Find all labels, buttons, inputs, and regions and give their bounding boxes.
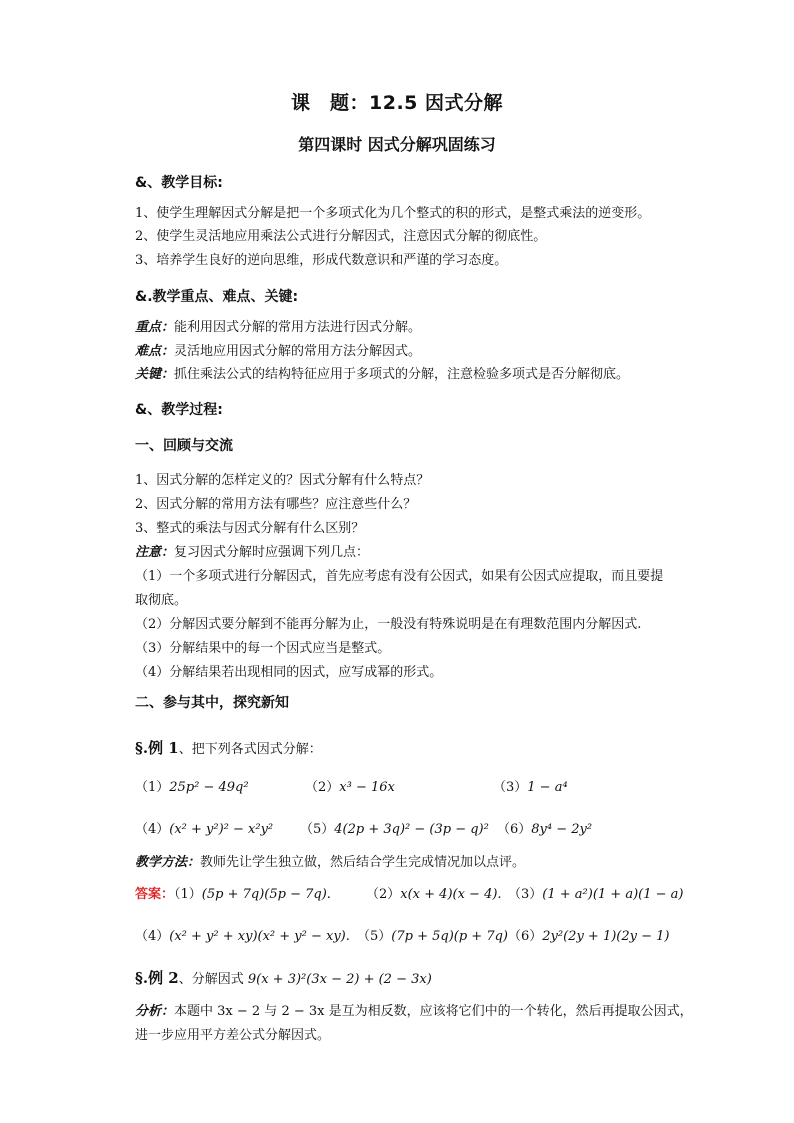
answer-item: 答案：（1）(5p + 7q)(5p − 7q). bbox=[135, 887, 331, 902]
answer-item: （3）(1 + a²)(1 + a)(1 − a) bbox=[508, 887, 684, 902]
review-note bbox=[135, 544, 369, 562]
review-point: （4）分解结果若出现相同的因式，应写成幂的形式。 bbox=[135, 665, 443, 680]
note-label: 注意： bbox=[135, 545, 175, 560]
math-expression: 1 − a⁴ bbox=[527, 780, 568, 795]
review-point: （2）分解因式要分解到不能再分解为止，一般没有特殊说明是在有理数范围内分解因式. bbox=[135, 617, 642, 632]
key-label: 难点： bbox=[135, 344, 175, 359]
analysis-line: 进一步应用平方差公式分解因式。 bbox=[135, 1028, 331, 1043]
math-expression: 25p² − 49q² bbox=[169, 780, 249, 795]
math-expression: 2y²(2y + 1)(2y − 1) bbox=[542, 929, 670, 944]
math-expression: (x² + y²)² − x²y² bbox=[169, 822, 274, 837]
math-expression: (5p + 7q)(5p − 7q). bbox=[201, 887, 331, 902]
math-expression: (7p + 5q)(p + 7q) bbox=[391, 929, 508, 944]
problem-item: （5）4(2p + 3q)² − (3p − q)² bbox=[300, 822, 489, 837]
note-text: 复习因式分解时应强调下列几点： bbox=[174, 545, 370, 560]
review-heading: 一、回顾与交流 bbox=[135, 438, 233, 454]
key-label: 关键： bbox=[135, 367, 175, 382]
key-item bbox=[135, 319, 421, 337]
answer-item: （4）(x² + y² + xy)(x² + y² − xy). bbox=[135, 929, 350, 944]
goal-item: 1、使学生理解因式分解是把一个多项式化为几个整式的积的形式，是整式乘法的逆变形。 bbox=[135, 206, 651, 221]
page-title: 课 题：12.5 因式分解 bbox=[291, 92, 503, 114]
math-expression: 9(x + 3)²(3x − 2) + (2 − 3x) bbox=[247, 972, 432, 987]
example1-text: 、把下列各式因式分解： bbox=[178, 742, 322, 757]
analysis-label: 分析： bbox=[135, 1004, 175, 1019]
review-point: （3）分解结果中的每一个因式应当是整式。 bbox=[135, 641, 391, 656]
goal-item: 2、使学生灵活地应用乘法公式进行分解因式，注意因式分解的彻底性。 bbox=[135, 229, 547, 244]
math-expression: x(x + 4)(x − 4). bbox=[400, 887, 502, 902]
problem-item: （1）25p² − 49q² bbox=[135, 780, 249, 795]
review-question: 3、整式的乘法与因式分解有什么区别？ bbox=[135, 521, 365, 536]
answer-item: （6）2y²(2y + 1)(2y − 1) bbox=[508, 929, 670, 944]
review-point: （1）一个多项式进行分解因式，首先应考虑有没有公因式，如果有公因式应提取，而且要提 bbox=[135, 569, 664, 584]
math-expression: (1 + a²)(1 + a)(1 − a) bbox=[542, 887, 684, 902]
problem-item: （3）1 − a⁴ bbox=[493, 780, 568, 795]
key-text: 灵活地应用因式分解的常用方法分解因式。 bbox=[174, 344, 422, 359]
key-text: 能利用因式分解的常用方法进行因式分解。 bbox=[174, 320, 422, 335]
key-text: 抓住乘法公式的结构特征应用于多项式的分解，注意检验多项式是否分解彻底。 bbox=[174, 367, 630, 382]
keys-heading: &.教学重点、难点、关键: bbox=[135, 289, 299, 305]
answer-item: （5）(7p + 5q)(p + 7q) bbox=[357, 929, 508, 944]
review-point: 取彻底。 bbox=[135, 593, 188, 608]
page-subtitle: 第四课时 因式分解巩固练习 bbox=[298, 135, 496, 154]
math-expression: (x² + y² + xy)(x² + y² − xy). bbox=[169, 929, 350, 944]
key-label: 重点： bbox=[135, 320, 175, 335]
problem-item: （4）(x² + y²)² − x²y² bbox=[135, 822, 274, 837]
process-heading: &、教学过程: bbox=[135, 402, 223, 418]
math-expression: 8y⁴ − 2y² bbox=[531, 822, 593, 837]
review-question: 2、因式分解的常用方法有哪些？应注意些什么？ bbox=[135, 497, 417, 512]
analysis-text: 本题中 3x − 2 与 2 − 3x 是互为相反数，应该将它们中的一个转化，然后再提取公因式， bbox=[174, 1004, 693, 1019]
answer-item: （2）x(x + 4)(x − 4). bbox=[366, 887, 502, 902]
key-item bbox=[135, 343, 421, 361]
problem-item: （6）8y⁴ − 2y² bbox=[497, 822, 593, 837]
key-item bbox=[135, 366, 629, 384]
example2-prompt bbox=[135, 969, 432, 989]
math-expression: x³ − 16x bbox=[339, 780, 395, 795]
explore-heading: 二、参与其中，探究新知 bbox=[135, 695, 289, 711]
math-expression: 4(2p + 3q)² − (3p − q)² bbox=[334, 822, 489, 837]
problem-item: （2）x³ − 16x bbox=[305, 780, 395, 795]
method-label: 教学方法： bbox=[135, 855, 201, 870]
example1-prompt bbox=[135, 739, 322, 759]
answer-label: 答案： bbox=[135, 887, 175, 902]
example1-label: §.例 1 bbox=[135, 739, 179, 757]
analysis-line bbox=[135, 1003, 693, 1021]
goals-heading: &、教学目标: bbox=[135, 175, 223, 191]
example2-label: §.例 2 bbox=[135, 969, 179, 987]
review-question: 1、因式分解的怎样定义的？因式分解有什么特点？ bbox=[135, 473, 430, 488]
method-text: 教师先让学生独立做，然后结合学生完成情况加以点评。 bbox=[200, 855, 526, 870]
teaching-method bbox=[135, 854, 525, 872]
goal-item: 3、培养学生良好的逆向思维，形成代数意识和严谨的学习态度。 bbox=[135, 253, 508, 268]
example2-text: 、分解因式 bbox=[178, 972, 248, 987]
